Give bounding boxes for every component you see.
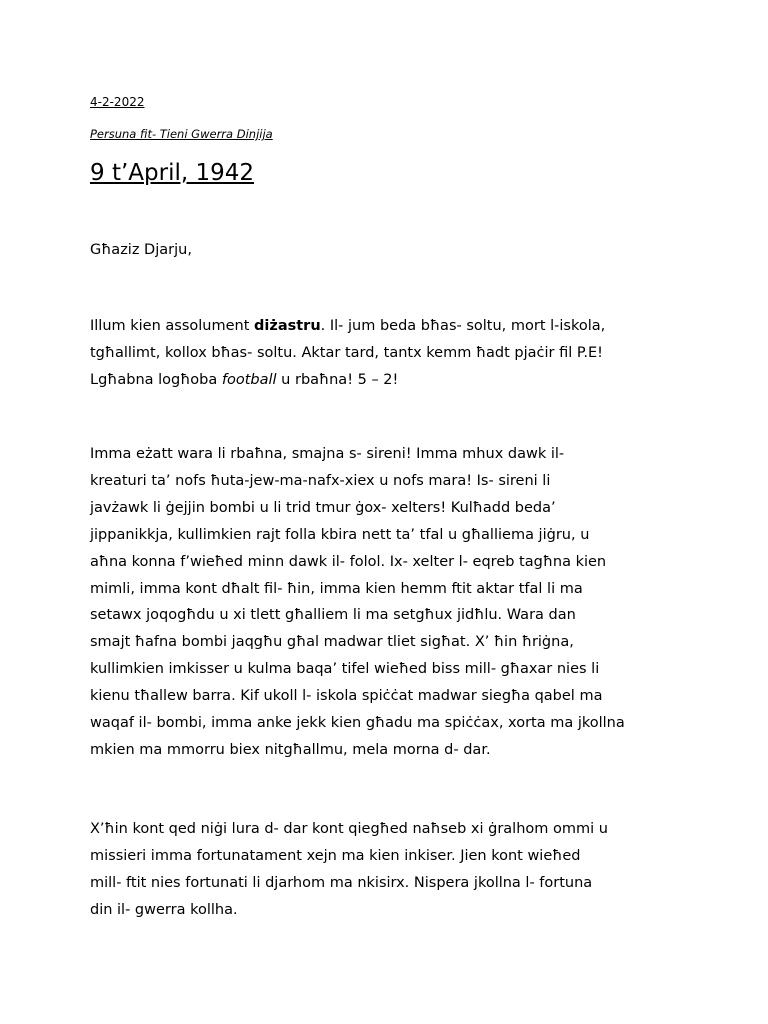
paragraph-1-line-1 — [90, 313, 690, 340]
paragraph-3-line: din il- gwerra kollha. — [90, 901, 238, 918]
paragraph-3-line: missieri imma fortunatament xejn ma kien inkiser. Jien kont wieħed — [90, 847, 581, 864]
paragraph-2-line: jippanikkja, kullimkien rajt folla kbira nett ta’ tfal u għalliema jiġru, u — [90, 526, 590, 543]
paragraph-3-line: X’ħin kont qed niġi lura d- dar kont qiegħed naħseb xi ġralhom ommi u — [90, 821, 608, 837]
paragraph-2-line: waqaf il- bombi, imma anke jekk kien għadu ma spiċċax, xorta ma jkollna — [90, 715, 625, 732]
entry-subject: Persuna fit- Tieni Gwerra Dinjija — [90, 127, 273, 141]
paragraph-1 — [90, 313, 690, 394]
emphasis-italic: football — [221, 371, 277, 388]
paragraph-3-line: mill- ftit nies fortunati li djarhom ma nkisirx. Nispera jkollna l- fortuna — [90, 874, 593, 891]
line-text: u rbaħna! 5 – 2! — [276, 371, 399, 388]
paragraph-2-line: kienu tħallew barra. Kif ukoll l- iskola spiċċat madwar siegħa qabel ma — [90, 688, 603, 705]
paragraph-2-line: setawx joqogħdu u xi tlett għalliem li ma setgħux jidħlu. Wara dan — [90, 607, 576, 624]
line-text: Lgħabna logħoba — [90, 371, 222, 388]
paragraph-2-line: kreaturi ta’ nofs ħuta-jew-ma-nafx-xiex u nofs mara! Is- sireni li — [90, 472, 551, 489]
paragraph-1-line-2: tgħallimt, kollox bħas- soltu. Aktar tard, tantx kemm ħadt pjaċir fil P.E! — [90, 344, 603, 361]
line-text: . Il- jum beda bħas- soltu, mort l-iskola, — [320, 318, 606, 334]
paragraph-2-line: javżawk li ġejjin bombi u li trid tmur ġox- xelters! Kulħadd beda’ — [90, 499, 556, 516]
paragraph-2-line: smajt ħafna bombi jaqgħu għal madwar tliet sigħat. X’ ħin ħriġna, — [90, 634, 574, 651]
emphasis-bold: diżastru — [254, 318, 321, 334]
paragraph-3 — [90, 816, 690, 924]
paragraph-2-line: mimli, imma kont dħalt fil- ħin, imma kien hemm ftit aktar tfal li ma — [90, 580, 583, 597]
paragraph-2-line: aħna konna f’wieħed minn dawk il- folol. Ix- xelter l- eqreb tagħna kien — [90, 553, 607, 570]
paragraph-2 — [90, 441, 690, 764]
paragraph-1-line-3 — [90, 367, 690, 394]
greeting: Għaziz Djarju, — [90, 242, 192, 258]
diary-heading-date: 9 t’April, 1942 — [90, 160, 254, 186]
line-text: Illum kien assolument — [90, 318, 255, 334]
paragraph-2-line: mkien ma mmorru biex nitgħallmu, mela morna d- dar. — [90, 741, 491, 758]
paragraph-2-line: Imma eżatt wara li rbaħna, smajna s- sireni! Imma mhux dawk il- — [90, 446, 565, 462]
entry-date: 4-2-2022 — [90, 95, 145, 109]
paragraph-2-line: kullimkien imkisser u kulma baqa’ tifel wieħed biss mill- għaxar nies li — [90, 661, 600, 678]
